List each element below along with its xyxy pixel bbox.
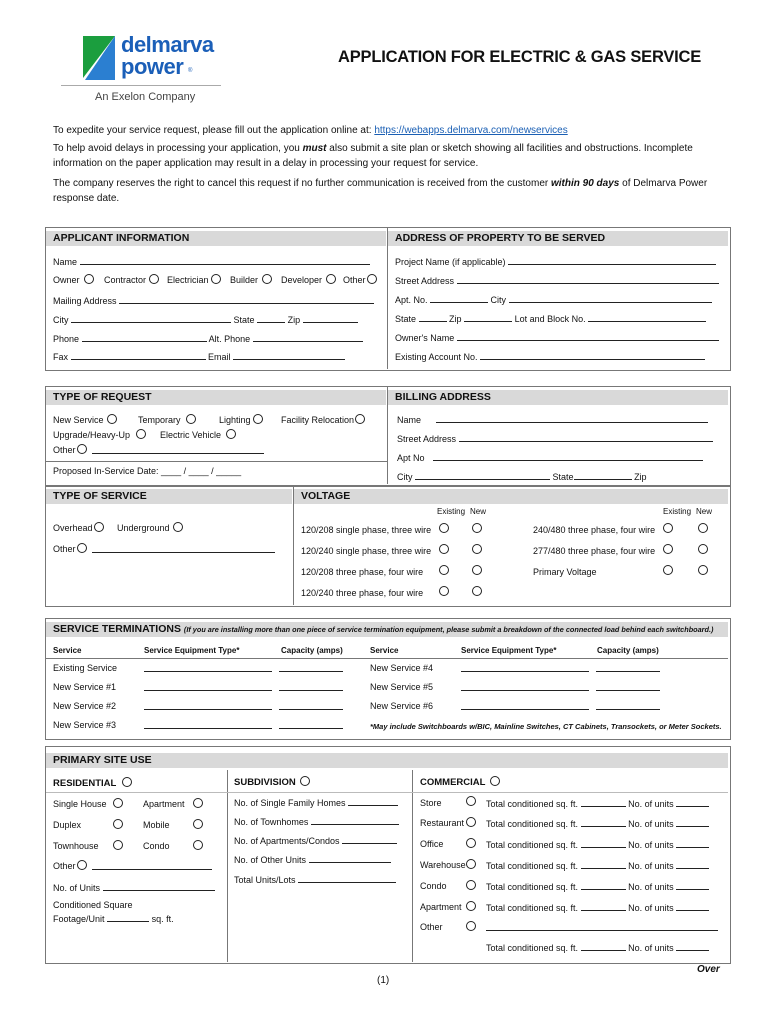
billing-heading: BILLING ADDRESS <box>388 390 728 405</box>
res-other-radio[interactable] <box>77 860 87 870</box>
termination-row-fields[interactable] <box>144 720 343 732</box>
v2-existing-radio[interactable] <box>439 544 449 554</box>
logo-text-delmarva: delmarva <box>121 32 214 57</box>
condo-commercial-fields[interactable]: Total conditioned sq. ft. No. of units <box>486 881 709 893</box>
v4-new-radio[interactable] <box>472 586 482 596</box>
units-field[interactable]: No. of Units <box>53 882 215 894</box>
residential-radio[interactable] <box>122 777 132 787</box>
warehouse-radio[interactable] <box>466 859 476 869</box>
v1-existing-radio[interactable] <box>439 523 449 533</box>
label-temporary: Temporary <box>138 415 181 425</box>
applicant-city-field[interactable]: City State Zip <box>53 314 358 326</box>
page-number: (1) <box>377 975 390 986</box>
site-use-heading: PRIMARY SITE USE <box>46 753 728 768</box>
service-other-field[interactable] <box>92 544 275 556</box>
builder-radio[interactable] <box>262 274 272 284</box>
newservices-link[interactable]: https://webapps.delmarva.com/newservices <box>374 125 568 136</box>
divider <box>46 792 728 793</box>
intro-text: of Delmarva Power response date. <box>53 178 708 204</box>
label-restaurant: Restaurant <box>420 818 465 828</box>
lighting-radio[interactable] <box>253 414 263 424</box>
apartment-commercial-radio[interactable] <box>466 901 476 911</box>
v7-new-radio[interactable] <box>698 565 708 575</box>
label-contractor: Contractor <box>104 275 147 285</box>
intro-deadline: within 90 days <box>551 178 620 189</box>
street-address-field[interactable]: Street Address <box>395 275 719 287</box>
voltage-option-label: 240/480 three phase, four wire <box>533 525 656 535</box>
logo-divider <box>61 85 221 86</box>
apartment-commercial-fields[interactable]: Total conditioned sq. ft. No. of units <box>486 902 709 914</box>
office-fields[interactable]: Total conditioned sq. ft. No. of units <box>486 839 709 851</box>
v7-existing-radio[interactable] <box>663 565 673 575</box>
new-service-6-label: New Service #6 <box>370 701 434 711</box>
overhead-radio[interactable] <box>94 522 104 532</box>
apts-condos-field[interactable]: No. of Apartments/Condos <box>234 835 397 847</box>
intro-text: The company reserves the right to cancel this request if no further communication is received from the customer <box>53 178 551 189</box>
label-other-commercial: Other <box>420 922 443 932</box>
other-commercial-radio[interactable] <box>466 921 476 931</box>
label-res-other: Other <box>53 861 76 871</box>
other-radio[interactable] <box>367 274 377 284</box>
request-other-radio[interactable] <box>77 444 87 454</box>
voltage-heading: VOLTAGE <box>294 489 728 504</box>
termination-row-fields[interactable] <box>144 701 343 713</box>
applicant-heading: APPLICANT INFORMATION <box>46 231 386 246</box>
over-label: Over <box>697 964 720 975</box>
label-electrician: Electrician <box>167 275 209 285</box>
v6-new-radio[interactable] <box>698 544 708 554</box>
label-service-other: Other <box>53 544 76 554</box>
v6-existing-radio[interactable] <box>663 544 673 554</box>
billing-name-field[interactable]: Name <box>397 414 708 426</box>
total-commercial-fields[interactable]: Total conditioned sq. ft. No. of units <box>486 942 709 954</box>
total-units-field[interactable]: Total Units/Lots <box>234 874 396 886</box>
single-house-radio[interactable] <box>113 798 123 808</box>
voltage-option-label: 120/208 three phase, four wire <box>301 567 424 577</box>
label-apartment: Apartment <box>143 799 185 809</box>
voltage-option-label: 277/480 three phase, four wire <box>533 546 656 556</box>
label-duplex: Duplex <box>53 820 82 830</box>
restaurant-radio[interactable] <box>466 817 476 827</box>
owner-radio[interactable] <box>84 274 94 284</box>
intro-paragraph-2 <box>53 141 733 171</box>
fax-email-field[interactable]: Fax Email <box>53 351 345 363</box>
v4-existing-radio[interactable] <box>439 586 449 596</box>
new-col-label: New <box>696 507 713 516</box>
col-service: Service <box>53 646 82 655</box>
residential-label: RESIDENTIAL <box>53 778 117 789</box>
label-upgrade: Upgrade/Heavy-Up <box>53 430 131 440</box>
existing-account-field[interactable]: Existing Account No. <box>395 351 705 363</box>
label-request-other: Other <box>53 445 76 455</box>
column-divider <box>387 228 388 369</box>
other-units-field[interactable]: No. of Other Units <box>234 854 391 866</box>
v5-new-radio[interactable] <box>698 523 708 533</box>
request-heading: TYPE OF REQUEST <box>46 390 386 405</box>
column-divider <box>412 770 413 962</box>
new-service-3-label: New Service #3 <box>53 720 117 730</box>
phone-field[interactable]: Phone Alt. Phone <box>53 333 363 345</box>
billing-street-field[interactable]: Street Address <box>397 433 713 445</box>
termination-row-fields[interactable] <box>461 663 660 675</box>
sf-homes-field[interactable]: No. of Single Family Homes <box>234 797 398 809</box>
label-lighting: Lighting <box>219 415 251 425</box>
col-equipment: Service Equipment Type* <box>461 646 557 655</box>
divider <box>46 658 728 659</box>
service-other-radio[interactable] <box>77 543 87 553</box>
commercial-label: COMMERCIAL <box>420 777 486 788</box>
termination-row-fields[interactable] <box>461 701 660 713</box>
upgrade-radio[interactable] <box>136 429 146 439</box>
state-zip-lot-field[interactable]: State Zip Lot and Block No. <box>395 313 706 325</box>
col-service: Service <box>370 646 399 655</box>
label-underground: Underground <box>117 523 170 533</box>
new-service-2-label: New Service #2 <box>53 701 117 711</box>
intro-text: To help avoid delays in processing your application, you <box>53 143 303 154</box>
termination-row-fields[interactable] <box>144 663 343 675</box>
new-service-1-label: New Service #1 <box>53 682 117 692</box>
label-warehouse: Warehouse <box>420 860 466 870</box>
new-service-4-label: New Service #4 <box>370 663 434 673</box>
column-divider <box>227 770 228 962</box>
owner-name-field[interactable]: Owner's Name <box>395 332 719 344</box>
label-single-house: Single House <box>53 799 107 809</box>
restaurant-fields[interactable]: Total conditioned sq. ft. No. of units <box>486 818 709 830</box>
electric-vehicle-radio[interactable] <box>226 429 236 439</box>
request-other-field[interactable] <box>92 445 264 457</box>
existing-col-label: Existing <box>437 507 466 516</box>
property-heading: ADDRESS OF PROPERTY TO BE SERVED <box>388 231 728 246</box>
other-commercial-field[interactable] <box>486 922 718 934</box>
voltage-option-label: 120/240 single phase, three wire <box>301 546 432 556</box>
billing-apt-field[interactable]: Apt No <box>397 452 703 464</box>
apartment-radio[interactable] <box>193 798 203 808</box>
terminations-heading: SERVICE TERMINATIONS (If you are installing more than one piece of service termination equipment, please submit a breakdown of the connected load behind each switchboard.) <box>46 622 728 637</box>
termination-row-fields[interactable] <box>461 682 660 694</box>
termination-row-fields[interactable] <box>144 682 343 694</box>
col-capacity: Capacity (amps) <box>281 646 343 655</box>
label-store: Store <box>420 798 442 808</box>
label-owner: Owner <box>53 275 80 285</box>
new-service-radio[interactable] <box>107 414 117 424</box>
label-mobile: Mobile <box>143 820 170 830</box>
label-office: Office <box>420 839 444 849</box>
townhouse-radio[interactable] <box>113 840 123 850</box>
project-name-field[interactable]: Project Name (if applicable) <box>395 256 716 268</box>
voltage-option-label: Primary Voltage <box>533 567 597 577</box>
warehouse-fields[interactable]: Total conditioned sq. ft. No. of units <box>486 860 709 872</box>
logo-mark-icon <box>83 36 115 80</box>
cond-sq-label: Conditioned Square <box>53 900 133 910</box>
office-radio[interactable] <box>466 838 476 848</box>
label-other: Other <box>343 275 366 285</box>
logo-text-power: power <box>121 54 184 79</box>
v2-new-radio[interactable] <box>472 544 482 554</box>
v3-existing-radio[interactable] <box>439 565 449 575</box>
col-capacity: Capacity (amps) <box>597 646 659 655</box>
commercial-radio[interactable] <box>490 776 500 786</box>
label-overhead: Overhead <box>53 523 93 533</box>
label-apartment-commercial: Apartment <box>420 902 462 912</box>
intro-paragraph-3 <box>53 176 733 206</box>
label-facility-relocation: Facility Relocation <box>281 415 355 425</box>
condo-commercial-radio[interactable] <box>466 880 476 890</box>
intro-text: To expedite your service request, please fill out the application online at: <box>53 125 375 136</box>
intro-paragraph-1 <box>53 123 733 138</box>
v5-existing-radio[interactable] <box>663 523 673 533</box>
label-condo: Condo <box>143 841 170 851</box>
page-title: APPLICATION FOR ELECTRIC & GAS SERVICE <box>338 48 702 66</box>
tagline: An Exelon Company <box>95 91 196 103</box>
mobile-radio[interactable] <box>193 819 203 829</box>
apt-city-field[interactable]: Apt. No. City <box>395 294 712 306</box>
townhomes-field[interactable]: No. of Townhomes <box>234 816 399 828</box>
label-condo-commercial: Condo <box>420 881 447 891</box>
underground-radio[interactable] <box>173 522 183 532</box>
duplex-radio[interactable] <box>113 819 123 829</box>
v3-new-radio[interactable] <box>472 565 482 575</box>
label-townhouse: Townhouse <box>53 841 99 851</box>
intro-text: also submit a site plan or sketch showing all facilities and obstructions. Incomplete information on the paper application may result in a delay in processing your request for service. <box>53 143 693 169</box>
col-equipment: Service Equipment Type* <box>144 646 240 655</box>
store-fields[interactable]: Total conditioned sq. ft. No. of units <box>486 798 709 810</box>
v1-new-radio[interactable] <box>472 523 482 533</box>
service-type-heading: TYPE OF SERVICE <box>46 489 292 504</box>
label-electric-vehicle: Electric Vehicle <box>160 430 222 440</box>
label-developer: Developer <box>281 275 323 285</box>
column-divider <box>293 487 294 605</box>
billing-city-field[interactable]: City State Zip <box>397 472 647 482</box>
new-col-label: New <box>470 507 487 516</box>
electrician-radio[interactable] <box>211 274 221 284</box>
contractor-radio[interactable] <box>149 274 159 284</box>
divider <box>46 461 387 462</box>
existing-col-label: Existing <box>663 507 692 516</box>
column-divider <box>387 387 388 484</box>
label-new-service: New Service <box>53 415 104 425</box>
new-service-5-label: New Service #5 <box>370 682 434 692</box>
existing-service-label: Existing Service <box>53 663 118 673</box>
label-builder: Builder <box>230 275 259 285</box>
terminations-note: (If you are installing more than one piece of service termination equipment, please submit a breakdown of the connected load behind each switchboard.) <box>183 625 714 634</box>
footage-unit-field[interactable]: Footage/Unit sq. ft. <box>53 914 174 924</box>
condo-radio[interactable] <box>193 840 203 850</box>
intro-must: must <box>302 143 327 154</box>
store-radio[interactable] <box>466 796 476 806</box>
res-other-field[interactable] <box>92 861 212 873</box>
temporary-radio[interactable] <box>186 414 196 424</box>
facility-relocation-radio[interactable] <box>355 414 365 424</box>
voltage-option-label: 120/240 three phase, four wire <box>301 588 424 598</box>
subdivision-label: SUBDIVISION <box>234 777 296 788</box>
logo-registered: ® <box>188 68 193 74</box>
voltage-option-label: 120/208 single phase, three wire <box>301 525 432 535</box>
proposed-date-field[interactable]: Proposed In-Service Date: ____ / ____ / _____ <box>53 466 242 476</box>
mailing-address-field[interactable]: Mailing Address <box>53 295 374 307</box>
subdivision-radio[interactable] <box>300 776 310 786</box>
equipment-footnote: *May include Switchboards w/BIC, Mainline Switches, CT Cabinets, Transockets, or Meter Sockets. <box>370 722 722 731</box>
developer-radio[interactable] <box>326 274 336 284</box>
applicant-name-field[interactable]: Name <box>53 256 370 268</box>
